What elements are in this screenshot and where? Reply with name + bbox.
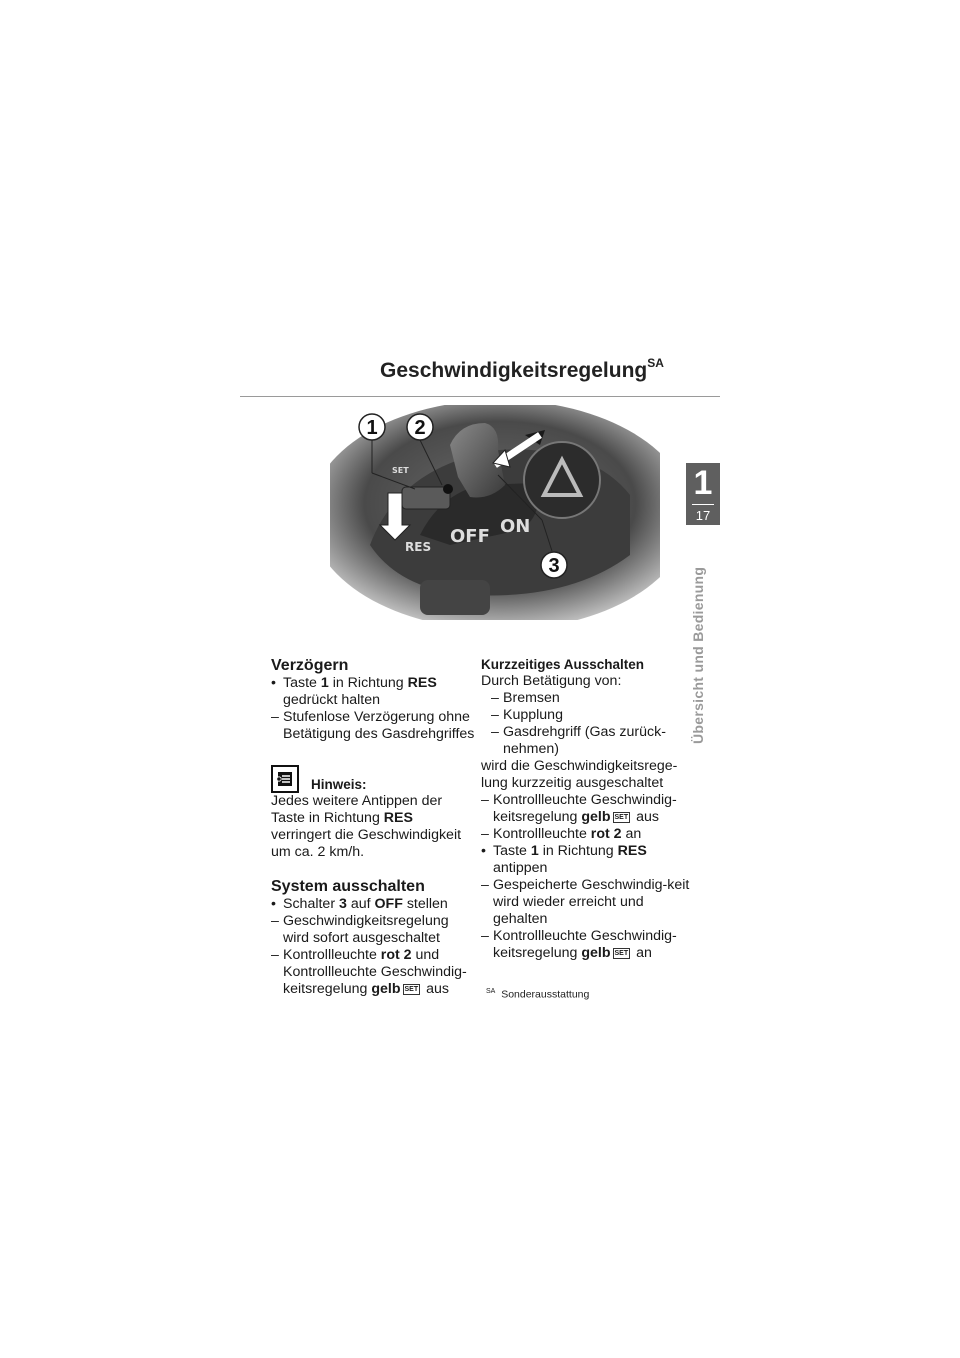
chapter-tab-divider bbox=[692, 504, 714, 505]
set-indicator-badge: SET bbox=[614, 950, 629, 957]
callout-2: 2 bbox=[414, 417, 426, 439]
page-number: 17 bbox=[695, 508, 711, 523]
chapter-side-label: Übersicht und Bedienung bbox=[690, 566, 706, 744]
heading-kurzzeitiges-ausschalten: Kurzzeitiges Ausschalten bbox=[481, 657, 645, 672]
list-item: – Bremsen bbox=[491, 690, 560, 706]
callout-1: 1 bbox=[366, 417, 378, 439]
note-icon bbox=[271, 765, 299, 793]
chapter-number: 1 bbox=[693, 464, 713, 502]
title-rule bbox=[240, 396, 720, 397]
cruise-control-switch-photo bbox=[330, 405, 660, 620]
list-item: – Stufenlose Verzögerung ohne Betätigung des Gasdrehgriffes bbox=[271, 709, 475, 742]
right-column bbox=[481, 656, 691, 962]
note-title: Hinweis: bbox=[311, 777, 367, 792]
list-item: – Gasdrehgriff (Gas zurück-nehmen) bbox=[491, 724, 666, 757]
set-label: SET bbox=[392, 466, 409, 475]
set-indicator-badge: SET bbox=[404, 986, 419, 993]
list-item: – Kontrollleuchte rot 2 und Kontrollleuchte Geschwindig-keitsregelung gelb SET aus bbox=[271, 947, 467, 997]
note-text: Jedes weitere Antippen der Taste in Richtung RES verringert die Geschwindigkeit um ca. 2 km/h. bbox=[271, 793, 462, 860]
list-item: – Geschwindigkeitsregelung wird sofort ausgeschaltet bbox=[271, 913, 449, 946]
list-item: • Taste 1 in Richtung RES antippen bbox=[481, 843, 647, 876]
list-item: • Taste 1 in Richtung RES gedrückt halten bbox=[271, 675, 437, 708]
callout-3: 3 bbox=[548, 555, 560, 577]
mid-text: wird die Geschwindigkeitsrege-lung kurzzeitig ausgeschaltet bbox=[481, 758, 678, 791]
chapter-tab bbox=[686, 463, 720, 525]
off-label: OFF bbox=[450, 526, 490, 547]
list-item: – Kontrollleuchte Geschwindig-keitsregelung gelb SET an bbox=[481, 928, 677, 961]
page-title: Geschwindigkeitsregelung$^{SA}$ bbox=[380, 356, 664, 382]
res-label: RES bbox=[405, 540, 432, 554]
heading-system-ausschalten: System ausschalten bbox=[271, 878, 425, 895]
list-item: • Schalter 3 auf OFF stellen bbox=[271, 896, 448, 912]
note-box bbox=[271, 763, 476, 793]
on-label: ON bbox=[500, 516, 531, 537]
heading-verzoegern: Verzögern bbox=[271, 657, 349, 674]
footnote: $^{SA}$ Sonderausstattung bbox=[486, 988, 590, 1001]
list-item: – Kupplung bbox=[491, 707, 563, 723]
list-item: – Gespeicherte Geschwindig-keit wird wieder erreicht und gehalten bbox=[481, 877, 690, 927]
list-item: – Kontrollleuchte Geschwindig-keitsregelung gelb SET aus bbox=[481, 792, 677, 825]
left-column bbox=[271, 656, 476, 998]
list-item: – Kontrollleuchte rot 2 an bbox=[481, 826, 642, 842]
intro-text: Durch Betätigung von: bbox=[481, 673, 622, 689]
set-indicator-badge: SET bbox=[614, 814, 629, 821]
